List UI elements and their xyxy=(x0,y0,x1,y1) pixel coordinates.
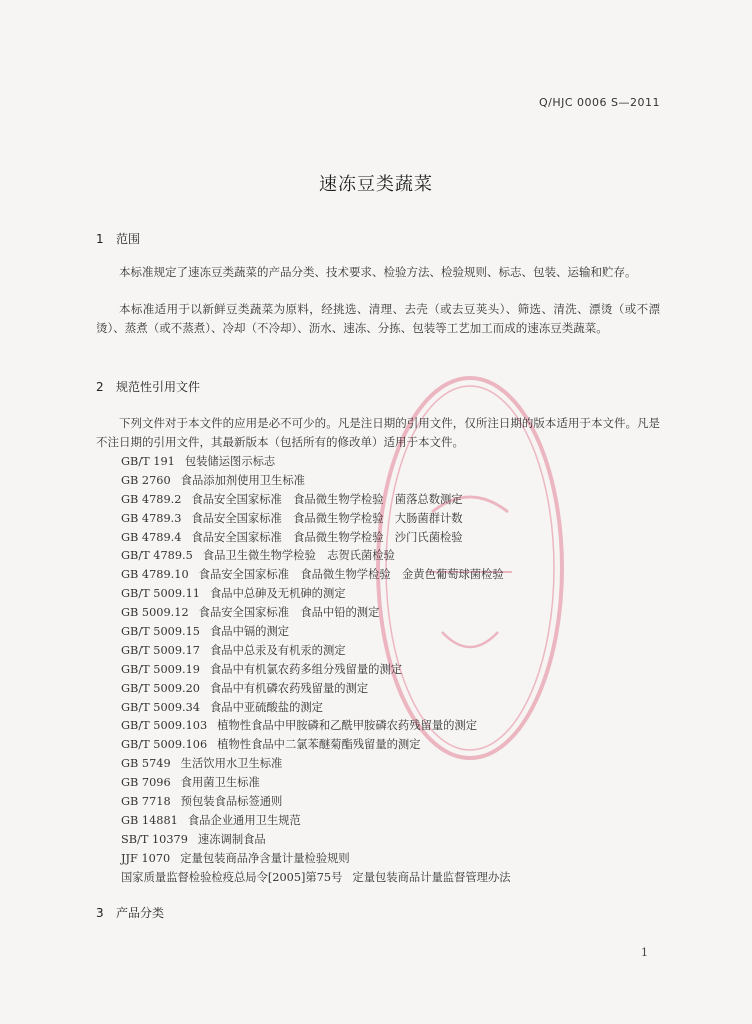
reference-item xyxy=(121,491,511,510)
reference-code: GB/T 5009.19 xyxy=(121,662,200,676)
reference-code: GB 7096 xyxy=(121,776,171,790)
reference-title: 植物性食品中二氯苯醚菊酯残留量的测定 xyxy=(217,738,421,752)
scope-paragraph: 本标准适用于以新鲜豆类蔬菜为原料，经挑选、清理、去壳（或去豆荚头）、筛选、清洗、漂烫（或不漂烫）、蒸煮（或不蒸煮）、冷却（不冷却）、沥水、速冻、分拣、包装等工艺加工而成的速冻豆类蔬菜。 xyxy=(96,302,660,335)
reference-item xyxy=(121,566,511,585)
reference-title: 食用菌卫生标准 xyxy=(180,776,260,790)
reference-code: GB/T 5009.15 xyxy=(121,625,200,639)
reference-item xyxy=(121,812,511,831)
reference-item xyxy=(121,869,511,888)
reference-code: 国家质量监督检验检疫总局令[2005]第75号 xyxy=(121,870,343,884)
reference-title: 食品中总汞及有机汞的测定 xyxy=(209,643,346,657)
reference-item xyxy=(121,850,511,869)
reference-item xyxy=(121,604,511,623)
reference-code: GB 14881 xyxy=(121,813,178,827)
reference-title: 速冻调制食品 xyxy=(197,832,266,846)
reference-code: GB 4789.2 xyxy=(121,492,182,506)
reference-code: GB/T 191 xyxy=(121,455,175,468)
reference-code: GB 5009.12 xyxy=(121,606,189,620)
section-number: 2 xyxy=(96,380,104,394)
reference-title: 食品安全国家标准 食品微生物学检验 沙门氏菌检验 xyxy=(191,530,463,544)
reference-code: SB/T 10379 xyxy=(121,832,188,846)
reference-title: 食品添加剂使用卫生标准 xyxy=(180,473,305,487)
reference-item xyxy=(121,529,511,548)
section-heading-classification xyxy=(96,904,164,921)
reference-code: GB 7718 xyxy=(121,795,171,809)
reference-title: 生活饮用水卫生标准 xyxy=(180,757,283,771)
reference-title: 食品中总砷及无机砷的测定 xyxy=(209,587,346,601)
reference-item xyxy=(121,680,511,699)
reference-title: 食品卫生微生物学检验 志贺氏菌检验 xyxy=(202,549,395,563)
reference-title: 食品安全国家标准 食品微生物学检验 菌落总数测定 xyxy=(191,492,463,506)
reference-item xyxy=(121,699,511,718)
reference-item xyxy=(121,547,511,566)
reference-item xyxy=(121,472,511,491)
reference-code: GB/T 5009.106 xyxy=(121,738,208,752)
reference-list xyxy=(121,453,511,887)
reference-code: GB/T 5009.103 xyxy=(121,719,208,733)
section-title: 规范性引用文件 xyxy=(116,380,201,394)
reference-title: 包装储运图示标志 xyxy=(184,455,276,468)
reference-title: 食品安全国家标准 食品微生物学检验 大肠菌群计数 xyxy=(191,511,463,525)
reference-title: 定量包装商品计量监督管理办法 xyxy=(352,870,511,884)
reference-item xyxy=(121,510,511,529)
reference-code: JJF 1070 xyxy=(121,851,171,865)
reference-title: 预包装食品标签通则 xyxy=(180,795,283,809)
reference-item xyxy=(121,585,511,604)
reference-item xyxy=(121,453,511,472)
reference-item xyxy=(121,736,511,755)
reference-code: GB/T 5009.34 xyxy=(121,700,200,714)
references-intro: 下列文件对于本文件的应用是必不可少的。凡是注日期的引用文件，仅所注日期的版本适用于本文件。凡是不注日期的引用文件，其最新版本（包括所有的修改单）适用于本文件。 xyxy=(96,416,660,449)
reference-code: GB 5749 xyxy=(121,757,171,771)
reference-item xyxy=(121,642,511,661)
page-number: 1 xyxy=(641,946,648,959)
section-number: 3 xyxy=(96,906,104,920)
reference-item xyxy=(121,831,511,850)
scope-paragraph: 本标准规定了速冻豆类蔬菜的产品分类、技术要求、检验方法、检验规则、标志、包装、运输和贮存。 xyxy=(119,265,637,279)
reference-item xyxy=(121,755,511,774)
reference-title: 食品中亚硫酸盐的测定 xyxy=(209,700,323,714)
reference-code: GB/T 4789.5 xyxy=(121,549,193,563)
reference-item xyxy=(121,717,511,736)
reference-item xyxy=(121,774,511,793)
section-heading-scope xyxy=(96,230,140,247)
section-title: 产品分类 xyxy=(116,906,165,920)
section-title: 范围 xyxy=(116,232,141,246)
reference-code: GB/T 5009.20 xyxy=(121,681,200,695)
reference-code: GB/T 5009.17 xyxy=(121,643,200,657)
reference-code: GB 4789.10 xyxy=(121,568,189,582)
document-title: 速冻豆类蔬菜 xyxy=(319,174,433,195)
reference-item xyxy=(121,661,511,680)
reference-item xyxy=(121,623,511,642)
reference-title: 食品中有机氯农药多组分残留量的测定 xyxy=(209,662,403,676)
reference-title: 食品安全国家标准 食品中铅的测定 xyxy=(198,606,380,620)
reference-title: 食品安全国家标准 食品微生物学检验 金黄色葡萄球菌检验 xyxy=(198,568,504,582)
section-number: 1 xyxy=(96,232,104,246)
reference-code: GB/T 5009.11 xyxy=(121,587,200,601)
reference-code: GB 4789.4 xyxy=(121,530,182,544)
section-heading-references xyxy=(96,378,200,395)
reference-item xyxy=(121,793,511,812)
reference-code: GB 4789.3 xyxy=(121,511,182,525)
document-code: Q/HJC 0006 S—2011 xyxy=(538,96,660,109)
reference-title: 植物性食品中甲胺磷和乙酰甲胺磷农药残留量的测定 xyxy=(217,719,478,733)
reference-title: 食品中有机磷农药残留量的测定 xyxy=(209,681,369,695)
reference-title: 食品企业通用卫生规范 xyxy=(187,813,301,827)
reference-title: 定量包装商品净含量计量检验规则 xyxy=(180,851,350,865)
reference-code: GB 2760 xyxy=(121,473,171,487)
reference-title: 食品中镉的测定 xyxy=(209,625,290,639)
